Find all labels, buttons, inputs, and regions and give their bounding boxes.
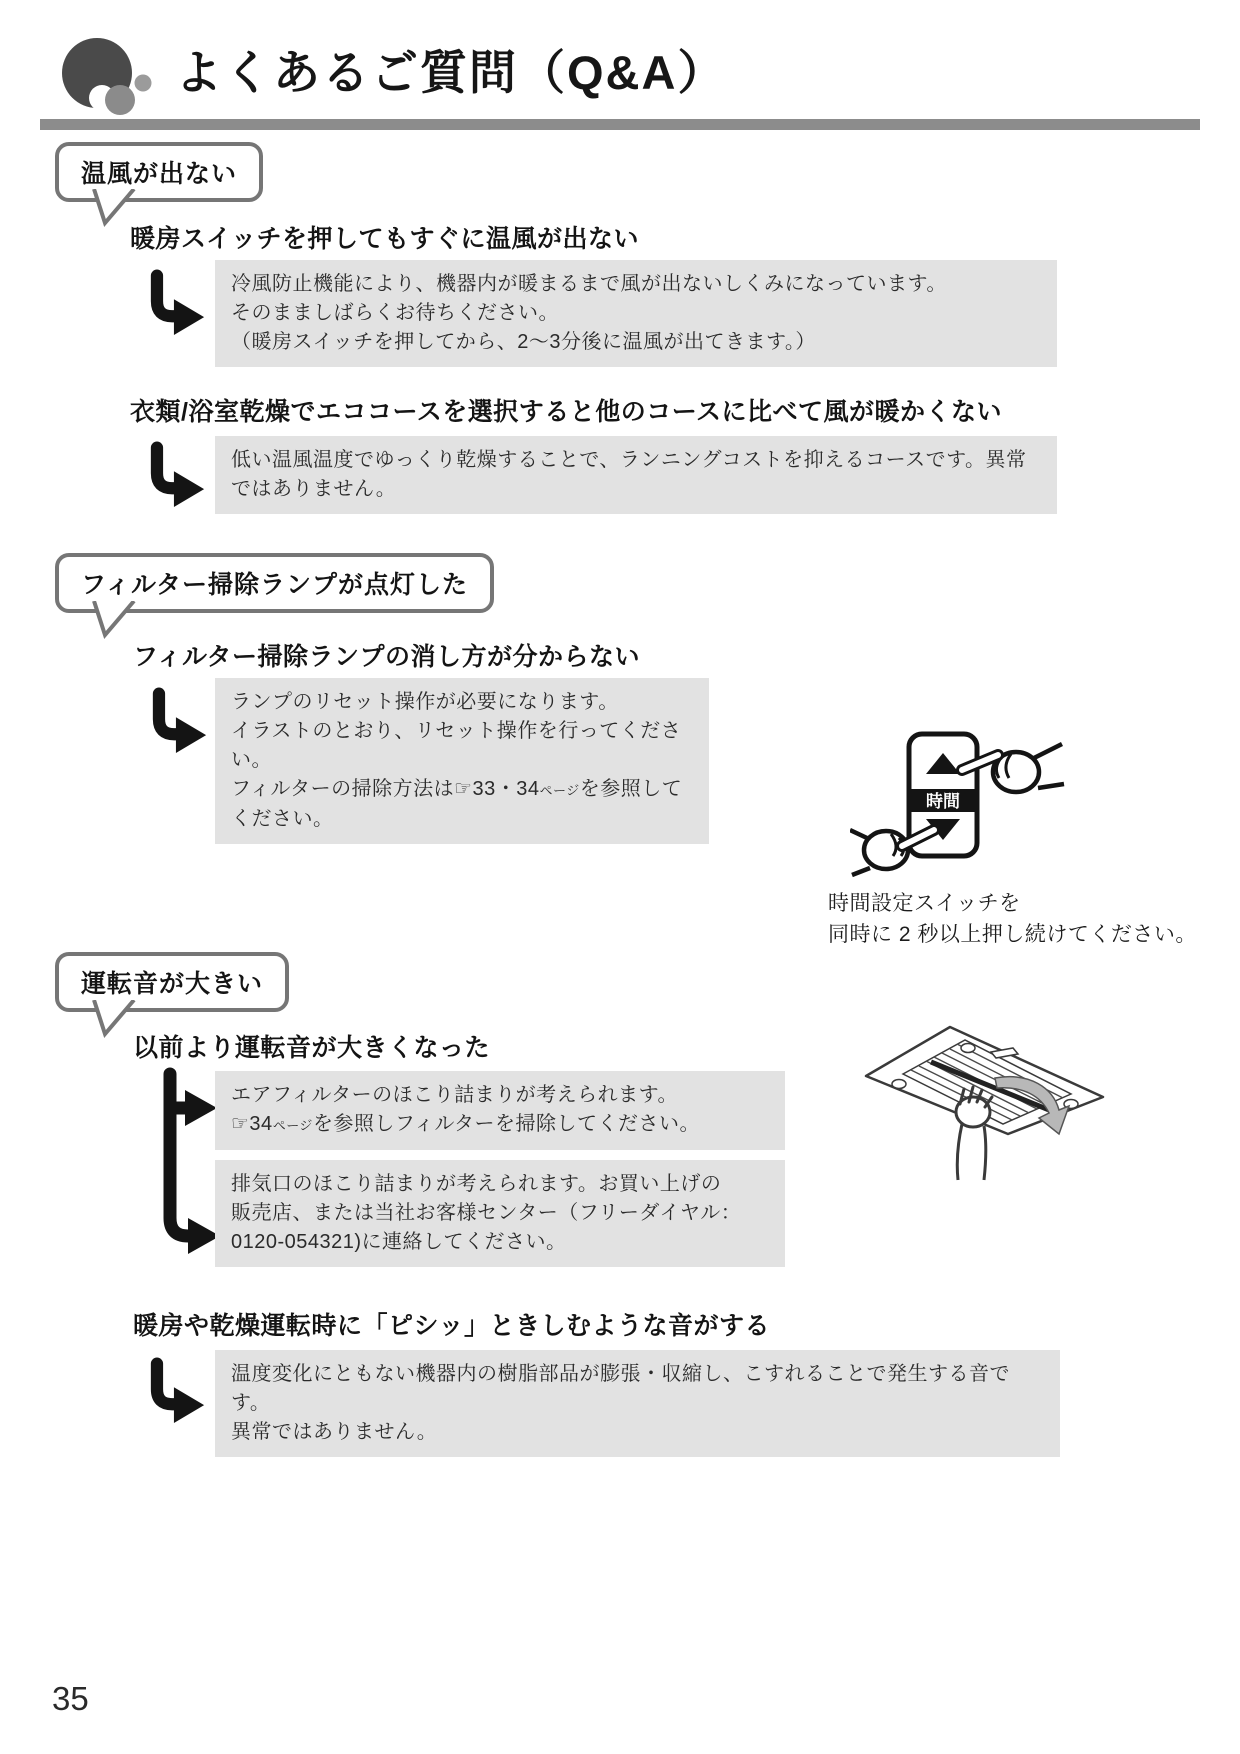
answer-line: 冷風防止機能により、機器内が暖まるまで風が出ないしくみになっています。 — [231, 273, 947, 295]
answer-box — [215, 1071, 785, 1150]
bubble-tail — [90, 601, 142, 641]
page-number: 35 — [52, 1680, 89, 1717]
question-warm-air-2: 衣類/浴室乾燥でエココースを選択すると他のコースに比べて風が暖かくない — [130, 398, 1002, 426]
question-warm-air-1: 暖房スイッチを押してもすぐに温風が出ない — [130, 225, 640, 253]
answer-line: そのまましばらくお待ちください。 — [231, 302, 559, 324]
ceiling-unit-illustration — [845, 1012, 1135, 1182]
time-switch-label: 時間 — [926, 792, 960, 811]
page-ref: フィルターの掃除方法は☞33・34 — [231, 778, 540, 800]
answer-box — [215, 1350, 1060, 1457]
answer-line — [231, 775, 693, 834]
header-rule — [40, 119, 1200, 130]
bubble-noise: 運転音が大きい — [55, 952, 289, 1012]
question-noise-2: 暖房や乾燥運転時に「ピシッ」ときしむような音がする — [133, 1312, 771, 1340]
question-filter-lamp: フィルター掃除ランプの消し方が分からない — [133, 643, 641, 671]
answer-box: 低い温風温度でゆっくり乾燥することで、ランニングコストを抑えるコースです。異常ではありません。 — [215, 436, 1057, 514]
page-ref-post: を参照しフィルターを掃除してください。 — [312, 1113, 701, 1135]
answer-line: ランプのリセット操作が必要になります。 — [231, 691, 619, 713]
reaching-hand-icon — [956, 1087, 992, 1180]
answer-line: （暖房スイッチを押してから、2～3分後に温風が出てきます。） — [231, 331, 816, 353]
return-arrow-icon — [140, 268, 206, 338]
answer-line: エアフィルターのほこり詰まりが考えられます。 — [231, 1084, 678, 1106]
time-switch-illustration — [850, 698, 1090, 883]
switch-caption — [828, 888, 1197, 950]
bubble-warm-air: 温風が出ない — [55, 142, 263, 202]
return-arrow-icon — [140, 1356, 206, 1426]
return-arrow-icon — [142, 686, 208, 756]
page-ref-post: を参照してください。 — [231, 778, 683, 830]
answer-line: 異常ではありません。 — [231, 1421, 438, 1443]
answer-line — [231, 1110, 769, 1140]
answer-line: イラストのとおり、リセット操作を行ってください。 — [231, 720, 682, 771]
answer-box — [215, 260, 1057, 367]
answer-box — [215, 678, 709, 844]
page-title: よくあるご質問（Q&A） — [175, 46, 727, 99]
caption-line: 同時に 2 秒以上押し続けてください。 — [828, 923, 1197, 946]
bubble-filter-lamp: フィルター掃除ランプが点灯した — [55, 553, 494, 613]
answer-box — [215, 1160, 785, 1267]
page-suffix: ページ — [272, 1118, 313, 1133]
question-noise-1: 以前より運転音が大きくなった — [133, 1034, 491, 1062]
caption-line: 時間設定スイッチを — [828, 892, 1021, 915]
page-ref: ☞34 — [231, 1113, 273, 1135]
answer-line: 排気口のほこり詰まりが考えられます。お買い上げの — [231, 1173, 722, 1195]
return-arrow-icon — [140, 440, 206, 510]
answer-line: 温度変化にともない機器内の樹脂部品が膨張・収縮し、こすれることで発生する音です。 — [231, 1363, 1010, 1414]
qa-logo-icon — [48, 28, 166, 120]
answer-line: 0120-054321)に連絡してください。 — [231, 1231, 567, 1253]
answer-line: 販売店、または当社お客様センター（フリーダイヤル： — [231, 1202, 742, 1224]
page-suffix: ページ — [539, 783, 580, 798]
